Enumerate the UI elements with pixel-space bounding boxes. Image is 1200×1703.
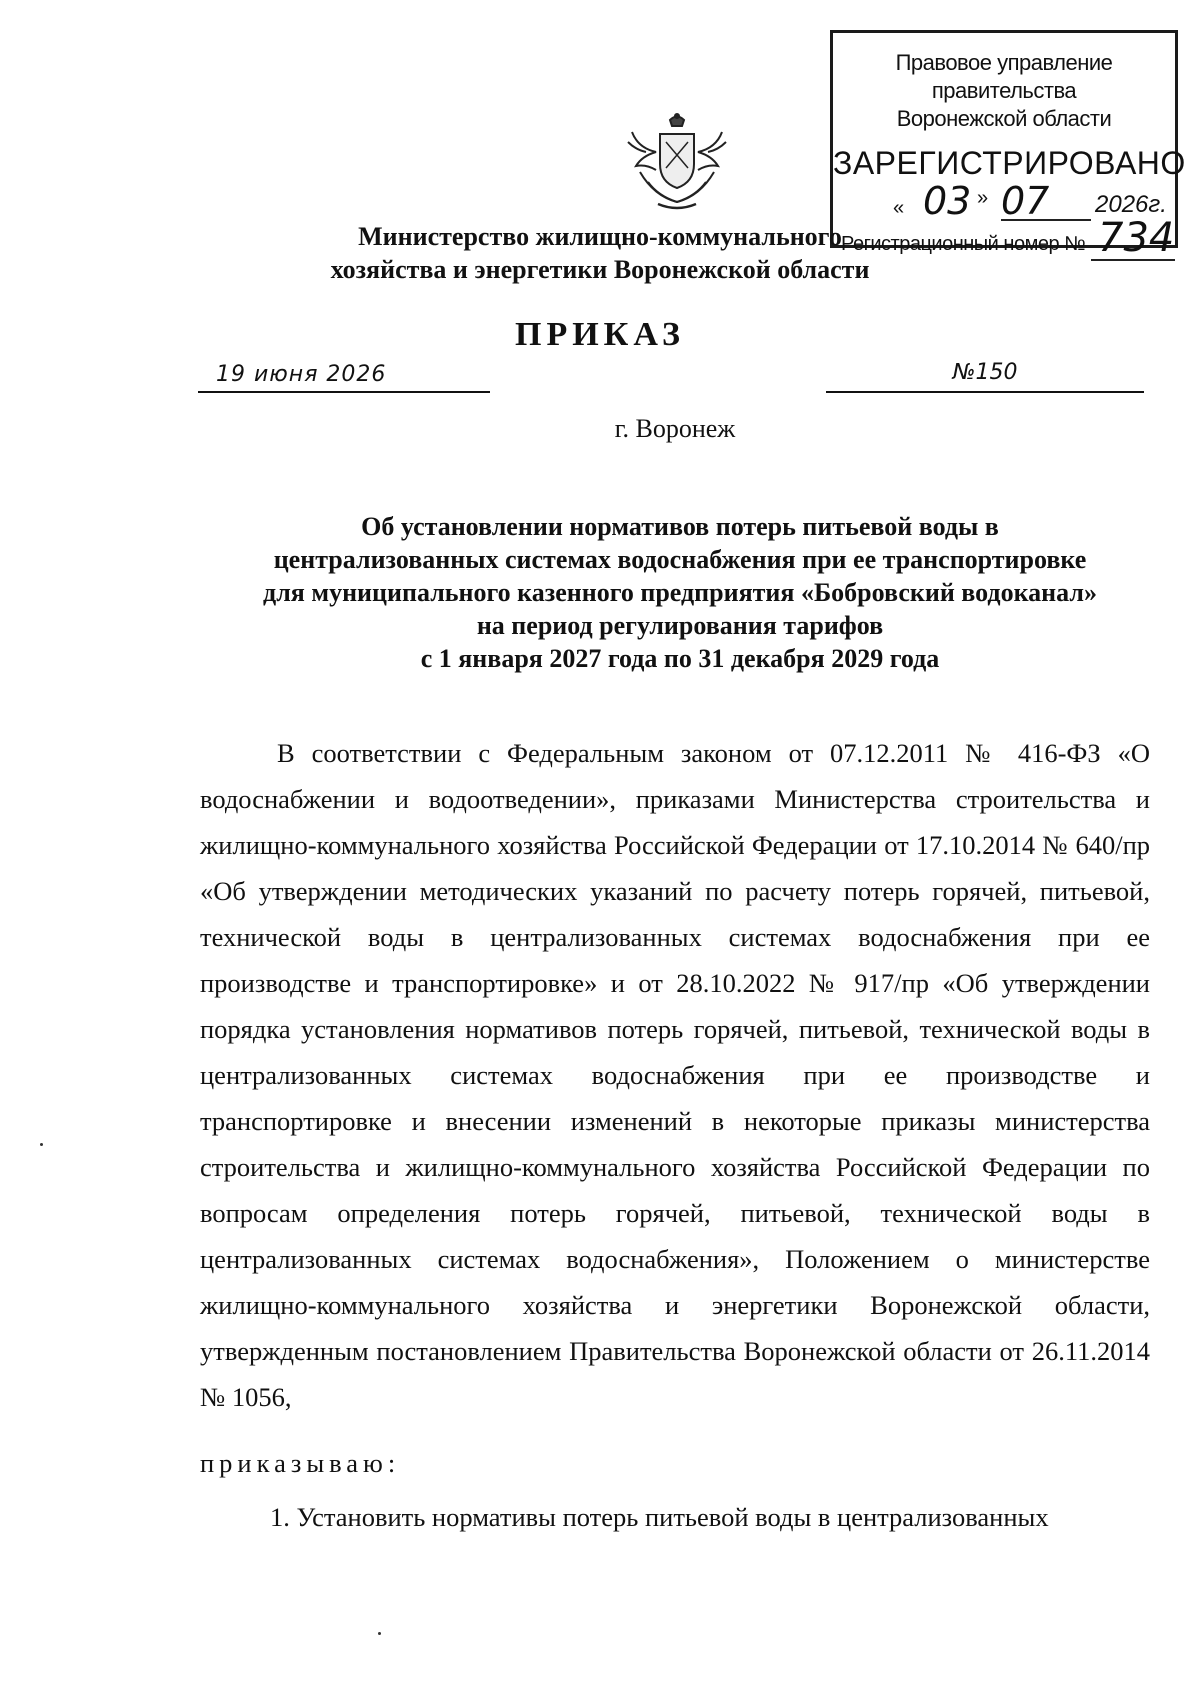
subject-line: для муниципального казенного предприятия «Бобровский водоканал» [263, 578, 1097, 607]
registration-stamp [830, 30, 1186, 261]
stamp-registration-label: Регистрационный номер № [841, 233, 1086, 255]
document-title: ПРИКАЗ [515, 316, 685, 353]
order-date: 19 июня 2026 [216, 362, 387, 387]
ministry-name [250, 220, 950, 286]
stamp-year: 2026г. [1095, 191, 1167, 218]
stamp-registration-number: 734 [1098, 215, 1175, 261]
stamp-registered-label: ЗАРЕГИСТРИРОВАНО [833, 145, 1186, 181]
ministry-line1: Министерство жилищно-коммунального [358, 222, 842, 251]
order-word: приказываю: [200, 1448, 401, 1478]
stamp-org-line2: Воронежской области [896, 106, 1112, 131]
stamp-day: 03 [923, 179, 972, 223]
subject-line: централизованных системах водоснабжения при ее транспортировке [273, 545, 1087, 574]
stamp-quote-close: » [977, 187, 989, 209]
order-number-underline [826, 391, 1144, 393]
subject-line: на период регулирования тарифов [476, 611, 884, 640]
stamp-regnum-underline [1091, 259, 1175, 261]
order-item-1: 1. Установить нормативы потерь питьевой воды в централизованных [270, 1502, 1049, 1532]
stamp-quote-open: « [893, 197, 905, 219]
subject-line: Об установлении нормативов потерь питьевой воды в [361, 512, 999, 541]
scan-speck [40, 1143, 43, 1146]
scan-speck [378, 1632, 381, 1635]
order-date-underline [198, 391, 490, 393]
preamble-paragraph: В соответствии с Федеральным законом от 07.12.2011 № 416-ФЗ «О водоснабжении и водоотведении», приказами Министерства строительства и жилищно-коммунального хозяйства Российской Федерации от 17.10.2014 № 640/пр «Об утверждении методических указаний по расчету потерь горячей, питьевой, технической воды в централизованных системах водоснабжения при ее производстве и транспортировке» и от 28.10.2022 № 917/пр «Об утверждении порядка установления нормативов потерь горячей, питьевой, технической воды в централизованных системах водоснабжения при ее производстве и транспортировке и внесении изменений в некоторые приказы министерства строительства и жилищно-коммунального хозяйства Российской Федерации по вопросам определения потерь горячей, питьевой, технической воды в централизованных системах водоснабжения», Положением о министерстве жилищно-коммунального хозяйства и энергетики Воронежской области, утвержденным постановлением Правительства Воронежской области от 26.11.2014 № 1056, [200, 738, 1150, 1412]
city: г. Воронеж [614, 414, 736, 443]
order-number: №150 [952, 360, 1018, 385]
coat-of-arms-icon [618, 112, 736, 212]
stamp-month-underline [1001, 219, 1091, 221]
order-subject [200, 510, 1160, 675]
subject-line: с 1 января 2027 года по 31 декабря 2029 года [420, 644, 940, 673]
stamp-organization [833, 49, 1175, 133]
ministry-line2: хозяйства и энергетики Воронежской области [330, 255, 870, 284]
stamp-month: 07 [1001, 179, 1050, 223]
stamp-org-line1: Правовое управление правительства [895, 50, 1113, 103]
